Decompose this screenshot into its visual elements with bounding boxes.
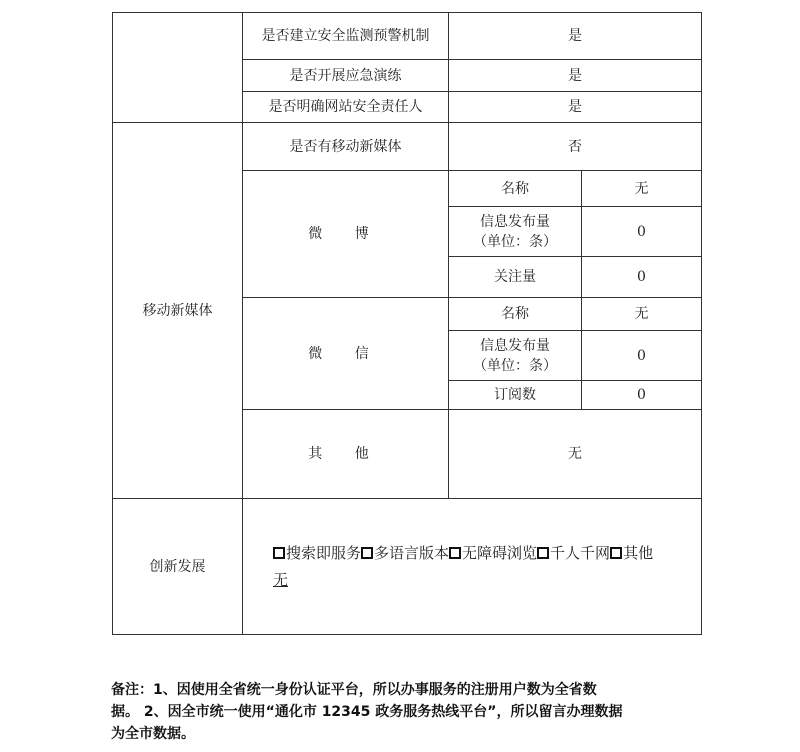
has-mobile-value: 否 <box>449 123 702 171</box>
innovation-options <box>273 543 697 570</box>
option-accessibility-label: 无障碍浏览 <box>462 544 538 562</box>
wechat-name-value: 无 <box>582 298 702 331</box>
responsible-label: 是否明确网站安全责任人 <box>243 92 449 123</box>
weibo-name-value: 无 <box>582 171 702 207</box>
footnote <box>111 679 711 745</box>
option-multilingual[interactable] <box>361 543 449 563</box>
checkbox-icon[interactable] <box>537 547 549 559</box>
checkbox-icon[interactable] <box>610 547 622 559</box>
responsible-value: 是 <box>449 92 702 123</box>
wechat-name-label: 名称 <box>449 298 582 331</box>
drill-value: 是 <box>449 60 702 92</box>
innovation-options-cell <box>243 499 702 635</box>
option-search-service[interactable] <box>273 543 361 563</box>
option-other-label: 其他 <box>623 544 654 562</box>
checkbox-icon[interactable] <box>361 547 373 559</box>
weibo-followers-label: 关注量 <box>449 257 582 298</box>
wechat-label: 微 信 <box>243 298 449 410</box>
other-value: 无 <box>449 410 702 499</box>
footnote-line-3: 为全市数据。 <box>111 726 195 742</box>
weibo-count-label-line2: （单位：条） <box>473 233 557 250</box>
wechat-count-label-line1: 信息发布量 <box>480 337 550 354</box>
drill-label: 是否开展应急演练 <box>243 60 449 92</box>
monitor-label: 是否建立安全监测预警机制 <box>243 13 449 60</box>
innovation-section-label: 创新发展 <box>113 499 243 635</box>
report-table <box>112 12 702 635</box>
innovation-other-value: 无 <box>273 571 289 589</box>
checkbox-icon[interactable] <box>273 547 285 559</box>
option-other[interactable] <box>610 543 653 563</box>
monitor-value: 是 <box>449 13 702 60</box>
weibo-followers-value: 0 <box>582 257 702 298</box>
checkbox-icon[interactable] <box>449 547 461 559</box>
option-accessibility[interactable] <box>449 543 537 563</box>
wechat-count-value: 0 <box>582 331 702 381</box>
weibo-name-label: 名称 <box>449 171 582 207</box>
weibo-label: 微 博 <box>243 171 449 298</box>
option-personalized-label: 千人千网 <box>550 544 611 562</box>
other-label: 其 他 <box>243 410 449 499</box>
footnote-line-2: 据。 2、因全市统一使用“通化市 12345 政务服务热线平台”，所以留言办理数据 <box>111 704 623 720</box>
section-cell-security <box>113 13 243 123</box>
option-multilingual-label: 多语言版本 <box>374 544 450 562</box>
mobile-section-label: 移动新媒体 <box>113 123 243 499</box>
weibo-count-label-line1: 信息发布量 <box>480 213 550 230</box>
footnote-line-1: 备注：1、因使用全省统一身份认证平台，所以办事服务的注册用户数为全省数 <box>111 682 597 698</box>
wechat-count-label-line2: （单位：条） <box>473 357 557 374</box>
has-mobile-label: 是否有移动新媒体 <box>243 123 449 171</box>
option-search-service-label: 搜索即服务 <box>286 544 362 562</box>
wechat-count-label <box>449 331 582 381</box>
weibo-count-label <box>449 207 582 257</box>
wechat-subscribers-label: 订阅数 <box>449 381 582 410</box>
weibo-count-value: 0 <box>582 207 702 257</box>
wechat-subscribers-value: 0 <box>582 381 702 410</box>
option-personalized[interactable] <box>537 543 610 563</box>
